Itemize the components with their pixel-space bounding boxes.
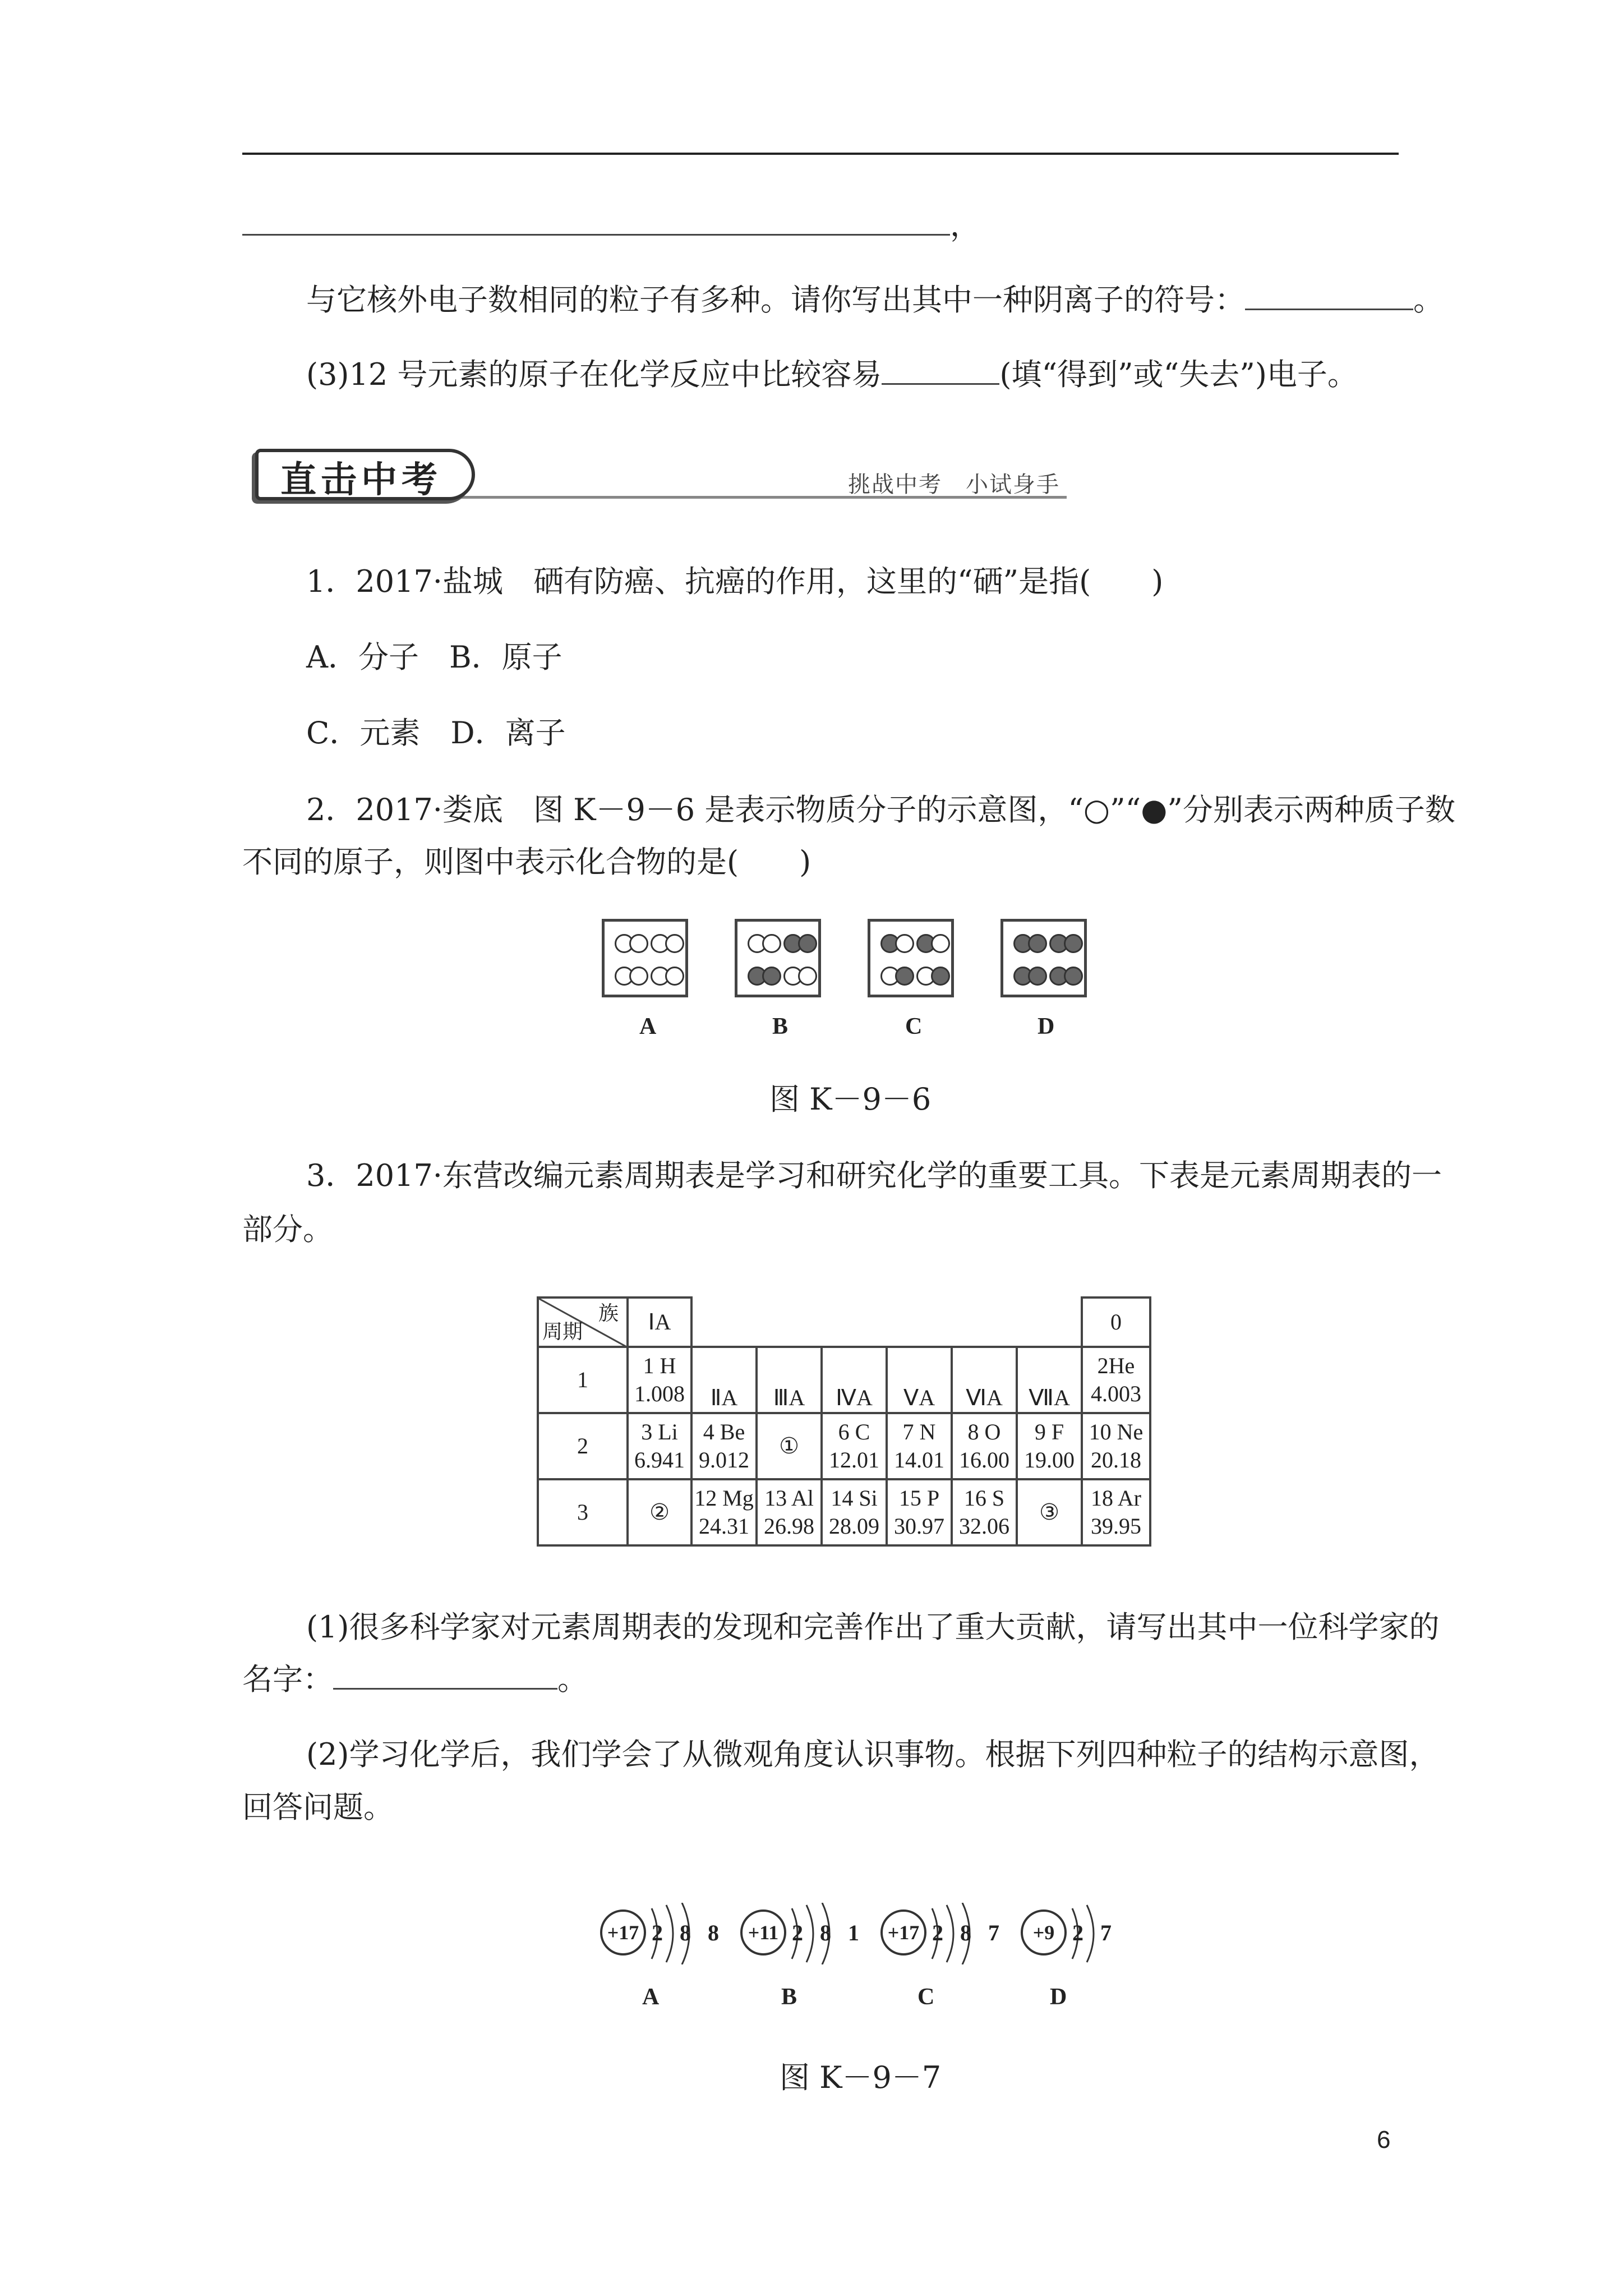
black-atom — [895, 967, 914, 986]
element-p: 15 P 30.97 — [887, 1479, 952, 1545]
electron-counts: 2 7 — [1072, 1920, 1117, 1945]
molecule-box-a — [602, 919, 688, 997]
atom-diagram-d — [1021, 1903, 1122, 1964]
electron-counts: 2 8 8 — [652, 1920, 725, 1945]
white-atom — [798, 967, 817, 986]
table-gap-top — [691, 1297, 1082, 1347]
q1-options-cd: C．元素 D．离子 — [306, 715, 566, 751]
figure-caption-k97: 图 K－9－7 — [780, 2060, 942, 2095]
element-be: 4 Be 9.012 — [691, 1413, 757, 1479]
black-atom — [1064, 934, 1083, 953]
periodic-table — [537, 1296, 1151, 1547]
group-3a: ⅢA — [757, 1347, 822, 1413]
black-atom — [798, 934, 817, 953]
element-si: 14 Si 28.09 — [822, 1479, 887, 1545]
group-1a: ⅠA — [628, 1297, 691, 1347]
q3-sub1-line2: 名字： 。 — [242, 1662, 588, 1697]
group-4a: ⅣA — [822, 1347, 887, 1413]
element-o: 8 O 16.00 — [952, 1413, 1017, 1479]
electron-counts: 2 8 1 — [792, 1920, 865, 1945]
molecule-box-d — [1000, 919, 1087, 997]
element-blank-2: ② — [628, 1479, 691, 1545]
atom-label-d: D — [1050, 1984, 1067, 2010]
black-atom — [931, 967, 950, 986]
group-6a: ⅥA — [952, 1347, 1017, 1413]
q3-stem-line2: 部分。 — [242, 1212, 333, 1247]
group-5a: ⅤA — [887, 1347, 952, 1413]
element-ar: 18 Ar 39.95 — [1082, 1479, 1150, 1545]
q2-stem-line2: 不同的原子，则图中表示化合物的是( ) — [242, 844, 811, 880]
option-label-c: C — [905, 1014, 923, 1039]
period-1: 1 — [538, 1347, 628, 1413]
period-3: 3 — [538, 1479, 628, 1545]
answer-blank — [242, 228, 950, 236]
element-n: 7 N 14.01 — [887, 1413, 952, 1479]
group-2a: ⅡA — [691, 1347, 757, 1413]
white-atom — [931, 934, 950, 953]
element-h: 1 H 1.008 — [628, 1347, 691, 1413]
q3-sub2-line2: 回答问题。 — [242, 1789, 394, 1825]
nucleus: +17 — [600, 1910, 646, 1955]
electron-counts: 2 8 7 — [932, 1920, 1005, 1945]
question-3-element12: (3)12 号元素的原子在化学反应中比较容易 (填“得到”或“失去”)电子。 — [306, 357, 1358, 392]
header-corner-cell — [538, 1297, 628, 1347]
white-atom — [895, 934, 914, 953]
page-number: 6 — [1377, 2126, 1391, 2154]
section-banner-title: 直击中考 — [280, 459, 442, 501]
element-ne: 10 Ne 20.18 — [1082, 1413, 1150, 1479]
scientist-blank — [333, 1682, 557, 1690]
header-rule — [242, 153, 1399, 155]
header-zu: 族 — [598, 1302, 619, 1324]
white-atom — [665, 967, 684, 986]
element-mg: 12 Mg 24.31 — [691, 1479, 757, 1545]
nucleus: +17 — [880, 1910, 926, 1955]
option-label-a: A — [639, 1014, 657, 1039]
element-he: 2He 4.003 — [1082, 1347, 1150, 1413]
atom-diagram-c — [880, 1903, 1004, 1964]
molecule-box-c — [868, 919, 954, 997]
atom-diagram-b — [740, 1903, 864, 1964]
element-f: 9 F 19.00 — [1017, 1413, 1082, 1479]
q3-stem-line1: 3．2017·东营改编元素周期表是学习和研究化学的重要工具。下表是元素周期表的一 — [306, 1158, 1442, 1193]
element-s: 16 S 32.06 — [952, 1479, 1017, 1545]
black-atom — [1028, 934, 1047, 953]
group-0: 0 — [1082, 1297, 1150, 1347]
option-label-d: D — [1038, 1014, 1055, 1039]
white-atom — [762, 934, 781, 953]
q1-stem: 1．2017·盐城 硒有防癌、抗癌的作用，这里的“硒”是指( ) — [306, 564, 1164, 599]
element-c: 6 C 12.01 — [822, 1413, 887, 1479]
element-blank-1: ① — [757, 1413, 822, 1479]
black-atom — [1064, 967, 1083, 986]
period-2: 2 — [538, 1413, 628, 1479]
gain-lose-blank — [882, 378, 999, 385]
q1-options-ab: A．分子 B．原子 — [306, 639, 562, 675]
atom-label-b: B — [781, 1984, 797, 2010]
atom-label-a: A — [642, 1984, 660, 2010]
group-7a: ⅦA — [1017, 1347, 1082, 1413]
figure-caption-k96: 图 K－9－6 — [769, 1082, 932, 1117]
q2-stem-line1: 2．2017·娄底 图 K－9－6 是表示物质分子的示意图，“○”“●”分别表示两种质子数 — [306, 792, 1455, 827]
atom-diagram-a — [600, 1903, 723, 1964]
black-atom — [762, 967, 781, 986]
option-label-b: B — [772, 1014, 789, 1039]
nucleus: +11 — [740, 1910, 786, 1955]
black-atom — [1028, 967, 1047, 986]
element-li: 3 Li 6.941 — [628, 1413, 691, 1479]
question-same-electrons: 与它核外电子数相同的粒子有多种。请你写出其中一种阴离子的符号： 。 — [306, 282, 1444, 318]
white-atom — [629, 967, 648, 986]
section-banner-subtitle: 挑战中考 小试身手 — [848, 472, 1060, 498]
element-al: 13 Al 26.98 — [757, 1479, 822, 1545]
nucleus: +9 — [1021, 1910, 1067, 1955]
header-zhouqi: 周期 — [542, 1320, 583, 1343]
element-blank-3: ③ — [1017, 1479, 1082, 1545]
q3-sub1-line1: (1)很多科学家对元素周期表的发现和完善作出了重大贡献，请写出其中一位科学家的 — [306, 1609, 1440, 1645]
answer-line-continued: ， — [242, 208, 980, 244]
molecule-box-b — [735, 919, 821, 997]
atom-label-c: C — [917, 1984, 935, 2010]
white-atom — [629, 934, 648, 953]
anion-blank — [1245, 303, 1413, 310]
q3-sub2-line1: (2)学习化学后，我们学会了从微观角度认识事物。根据下列四种粒子的结构示意图， — [306, 1737, 1440, 1772]
white-atom — [665, 934, 684, 953]
